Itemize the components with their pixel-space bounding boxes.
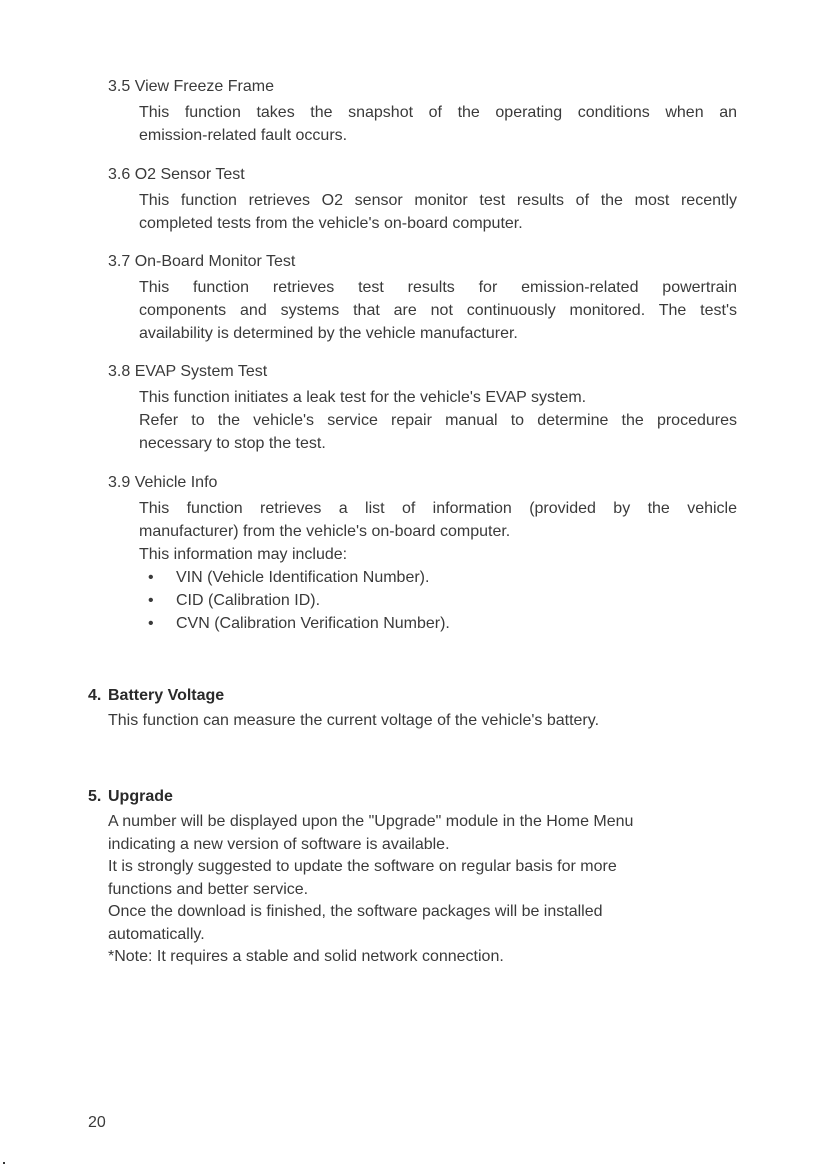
- bullet-dot: •: [148, 569, 154, 586]
- text-line: A number will be displayed upon the "Upgrade" module in the Home Menu: [108, 813, 634, 830]
- text-line: necessary to stop the test.: [139, 435, 326, 452]
- text-line: functions and better service.: [108, 880, 309, 898]
- section-3-8-heading: 3.8 EVAP System Test: [108, 363, 268, 380]
- text-line: automatically.: [108, 925, 205, 943]
- list-item-text: VIN (Vehicle Identification Number).: [176, 569, 430, 586]
- section-3-8-body: [139, 386, 737, 455]
- text-line: This function initiates a leak test for the vehicle's EVAP system.: [139, 389, 587, 406]
- section-3-5-heading: 3.5 View Freeze Frame: [108, 78, 274, 95]
- list-item: [139, 612, 737, 635]
- text-line: Refer to the vehicle's service repair manual to determine the procedures: [139, 412, 737, 429]
- list-item: [139, 566, 737, 589]
- text-line: This function retrieves O2 sensor monitor test results of the most recently: [139, 192, 737, 209]
- bullet-dot: •: [148, 615, 154, 632]
- list-item-text: CID (Calibration ID).: [176, 592, 321, 609]
- text-line: This function can measure the current voltage of the vehicle's battery.: [108, 712, 600, 729]
- text-line: This function takes the snapshot of the operating conditions when an: [139, 104, 737, 121]
- text-line: completed tests from the vehicle's on-board computer.: [139, 215, 523, 232]
- text-line: availability is determined by the vehicle manufacturer.: [139, 325, 518, 342]
- battery-voltage-body: [108, 710, 738, 733]
- battery-voltage-heading: [88, 685, 748, 707]
- page-number: 20: [88, 1114, 106, 1131]
- list-item-text: CVN (Calibration Verification Number).: [176, 615, 450, 632]
- section-title: Battery Voltage: [108, 687, 225, 704]
- section-3-7-body: [139, 276, 737, 345]
- text-line: This function retrieves a list of information (provided by the vehicle: [139, 500, 737, 517]
- text-line: emission-related fault occurs.: [139, 127, 348, 144]
- section-3-6-body: [139, 189, 737, 235]
- text-line: Once the download is finished, the software packages will be installed: [108, 903, 603, 920]
- section-3-9-heading: 3.9 Vehicle Info: [108, 474, 218, 491]
- corner-mark: [3, 1162, 5, 1164]
- section-number: 4.: [88, 687, 102, 704]
- section-3-9-body: [139, 497, 737, 566]
- section-3-5-body: [139, 101, 737, 147]
- upgrade-body: [108, 811, 738, 969]
- section-number: 5.: [88, 788, 102, 805]
- text-line: components and systems that are not continuously monitored. The test's: [139, 302, 737, 319]
- text-line: *Note: It requires a stable and solid network connection.: [108, 948, 504, 965]
- section-title: Upgrade: [108, 788, 173, 805]
- vehicle-info-list: [139, 566, 737, 635]
- list-item: [139, 589, 737, 612]
- text-line: indicating a new version of software is available.: [108, 835, 450, 853]
- text-line: It is strongly suggested to update the software on regular basis for more: [108, 858, 617, 875]
- section-3-6-heading: 3.6 O2 Sensor Test: [108, 166, 245, 183]
- section-3-7-heading: 3.7 On-Board Monitor Test: [108, 253, 296, 270]
- text-line: This information may include:: [139, 546, 348, 563]
- bullet-dot: •: [148, 592, 154, 609]
- text-line: manufacturer) from the vehicle's on-board computer.: [139, 523, 511, 540]
- upgrade-heading: [88, 786, 748, 808]
- text-line: This function retrieves test results for emission-related powertrain: [139, 279, 737, 296]
